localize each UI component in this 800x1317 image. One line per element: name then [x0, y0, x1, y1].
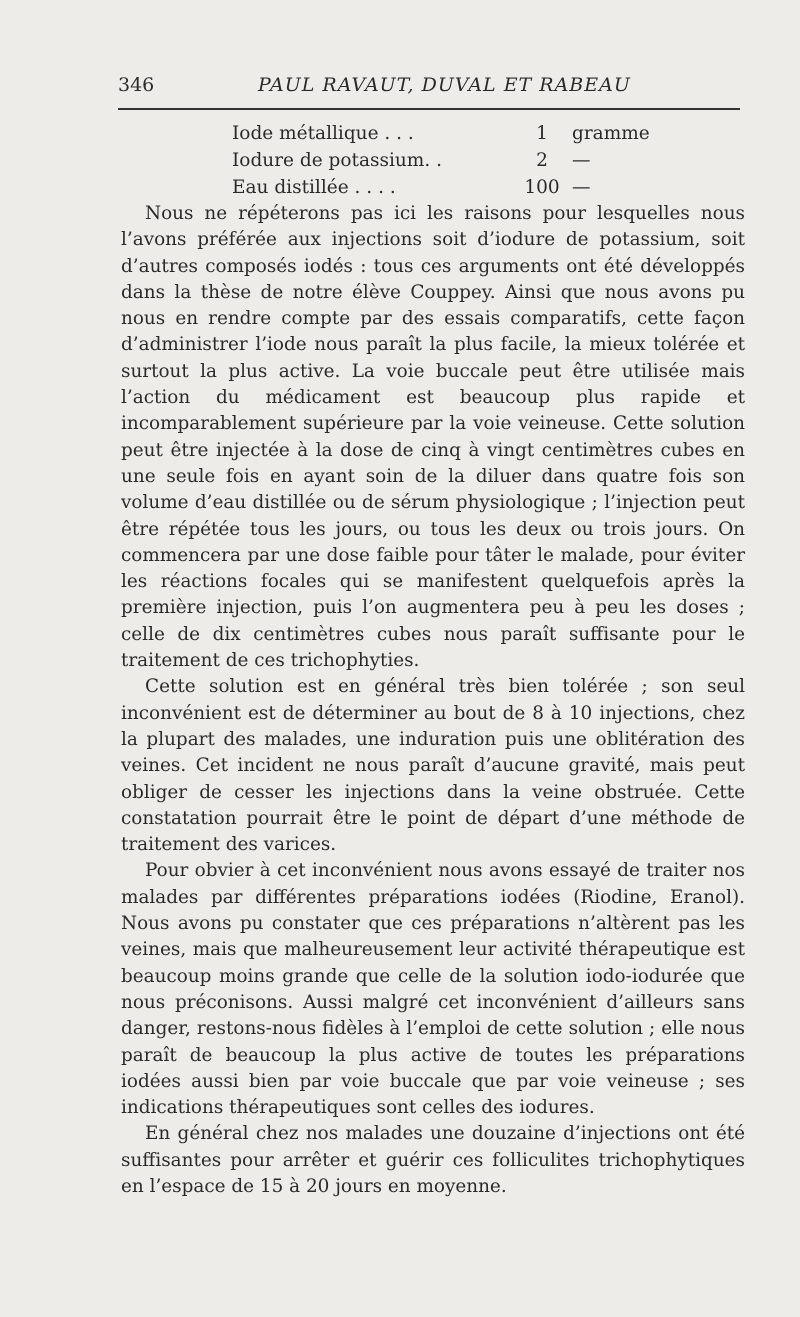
recipe-quantity: 2	[536, 150, 548, 171]
paragraph: En général chez nos malades une douzaine d’injections ont été suffisantes pour arrêter et guérir ces folliculites trichophytiques en l’espace de 15 à 20 jours en moyenne.	[121, 1123, 745, 1197]
recipe-unit: gramme	[572, 123, 650, 144]
recipe-list	[232, 120, 652, 201]
recipe-ingredient: Iode métallique . . .	[232, 123, 414, 144]
recipe-quantity: 100	[524, 177, 560, 198]
body-text	[121, 201, 745, 1200]
recipe-ingredient: Iodure de potassium. .	[232, 150, 442, 171]
recipe-unit: —	[572, 177, 591, 198]
recipe-ingredient: Eau distillée . . . .	[232, 177, 396, 198]
recipe-unit: —	[572, 150, 591, 171]
running-title: PAUL RAVAUT, DUVAL ET RABEAU	[258, 74, 631, 96]
page-header	[118, 74, 740, 104]
paragraph: Pour obvier à cet inconvénient nous avons essayé de traiter nos malades par différentes préparations iodées (Riodine, Eranol). Nous avons pu constater que ces préparations n’altèrent pas les veines, mais que malheureusement leur activité thérapeutique est beaucoup moins grande que celle de la solution iodo-iodurée que nous préconisons. Aussi malgré cet inconvénient d’ailleurs sans danger, restons-nous fidèles à l’emploi de cette solution ; elle nous paraît de beaucoup la plus active de toutes les préparations iodées aussi bien par voie buccale que par voie veineuse ; ses indications thérapeutiques sont celles des iodures.	[121, 860, 745, 1119]
paragraph: Nous ne répéterons pas ici les raisons pour lesquelles nous l’avons préférée aux injections soit d’iodure de potassium, soit d’autres composés iodés : tous ces arguments ont été développés dans la thèse de notre élève Couppey. Ainsi que nous avons pu nous en rendre compte par des essais comparatifs, cette façon d’administrer l’iode nous paraît la plus facile, la mieux tolérée et surtout la plus active. La voie buccale peut être utilisée mais l’action du médicament est beaucoup plus rapide et incomparablement supérieure par la voie veineuse. Cette solution peut être injectée à la dose de cinq à vingt centimètres cubes en une seule fois en ayant soin de la diluer dans quatre fois son volume d’eau distillée ou de sérum physiologique ; l’injection peut être répétée tous les jours, ou tous les deux ou trois jours. On commencera par une dose faible pour tâter le malade, pour éviter les réactions focales qui se manifestent quelquefois après la première injection, puis l’on augmentera peu à peu les doses ; celle de dix centimètres cubes nous paraît suffisante pour le traitement de ces trichophyties.	[121, 203, 745, 672]
header-rule	[118, 108, 740, 110]
recipe-row	[232, 174, 652, 201]
recipe-row	[232, 120, 652, 147]
paragraph: Cette solution est en général très bien tolérée ; son seul inconvénient est de déterminer au bout de 8 à 10 injections, chez la plupart des malades, une induration puis une oblitération des veines. Cet incident ne nous paraît d’aucune gravité, mais peut obliger de cesser les injections dans la veine obstruée. Cette constatation pourrait être le point de départ d’une méthode de traitement des varices.	[121, 676, 745, 856]
page-number: 346	[118, 74, 155, 96]
recipe-row	[232, 147, 652, 174]
recipe-quantity: 1	[536, 123, 548, 144]
